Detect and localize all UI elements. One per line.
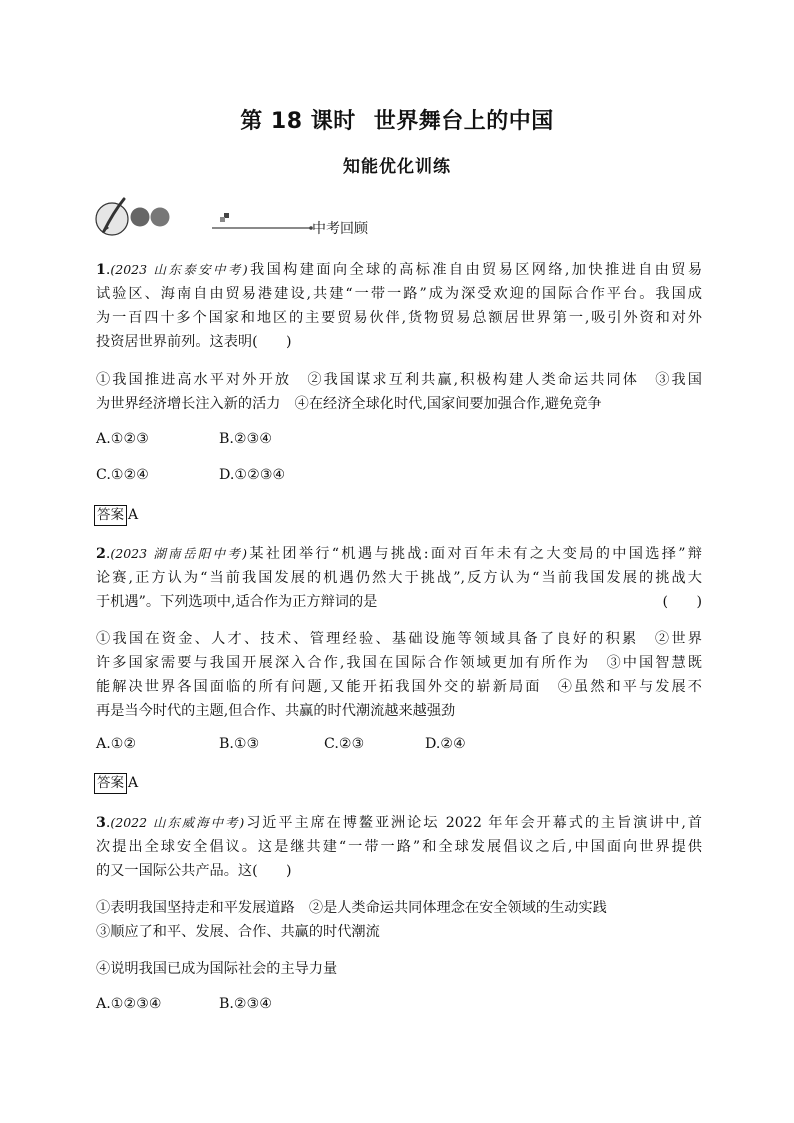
statement-line: ①表明我国坚持走和平发展道路 ②是人类命运共同体理念在安全领域的生动实践 (96, 900, 607, 916)
question-source: (2022 山东威海中考) (110, 815, 245, 830)
statement-line: 再是当今时代的主题,但合作、共赢的时代潮流越来越强劲 (96, 703, 456, 719)
question-2-answer (94, 773, 138, 797)
stem-line: 次提出全球安全倡议。这是继共建“一带一路”和全球发展倡议之后,中国面向世界提供 (96, 839, 702, 855)
answer-label: 答案 (94, 773, 127, 794)
section-title: 中考回顾 (312, 221, 368, 237)
answer-value: A (128, 507, 139, 523)
stem-line: 1.(2023 山东泰安中考)我国构建面向全球的高标准自由贸易区网络,加快推进自由贸易 (96, 262, 703, 278)
stem-line: 2.(2023 湖南岳阳中考)某社团举行“机遇与挑战:面对百年未有之大变局的中国选择”辩 (96, 546, 702, 562)
statement-line: ③顺应了和平、发展、合作、共赢的时代潮流 (96, 924, 380, 940)
stem-line: 论赛,正方认为“当前我国发展的机遇仍然大于挑战”,反方认为“当前我国发展的挑战大 (96, 570, 702, 586)
stem-line: 3.(2022 山东威海中考)习近平主席在博鳌亚洲论坛 2022 年年会开幕式的主旨演讲中,首 (96, 815, 702, 831)
stem-line: 试验区、海南自由贸易港建设,共建“一带一路”成为深受欢迎的国际合作平台。我国成 (96, 286, 702, 302)
stem-line: 于机遇”。下列选项中,适合作为正方辩词的是 ( ) (96, 590, 702, 614)
question-1-answer (94, 505, 138, 529)
section-decoration-icon (94, 195, 314, 241)
statement-line: 为世界经济增长注入新的活力 ④在经济全球化时代,国家间要加强合作,避免竞争 (96, 396, 602, 412)
statement-line: ④说明我国已成为国际社会的主导力量 (96, 961, 338, 977)
lesson-number: 第 18 课时 (240, 109, 356, 134)
page-title (0, 104, 794, 135)
question-2-statements (96, 627, 702, 723)
stem-line: 投资居世界前列。这表明( ) (96, 334, 292, 350)
question-2-stem (96, 542, 702, 614)
stem-line: 的又一国际公共产品。这( ) (96, 863, 292, 879)
option-a[interactable]: A.①②③ (96, 431, 149, 447)
page-subtitle: 知能优化训练 (343, 157, 451, 177)
answer-label: 答案 (94, 505, 127, 526)
question-3-statement-extra (96, 957, 702, 981)
option-d[interactable]: D.①②③④ (219, 467, 286, 483)
question-1-statements (96, 368, 702, 416)
answer-bracket: ( ) (662, 594, 702, 610)
statement-line: 许多国家需要与我国开展深入合作,我国在国际合作领域更加有所作为 ③中国智慧既 (96, 655, 702, 671)
lesson-title: 世界舞台上的中国 (373, 109, 554, 134)
option-a[interactable]: A.①② (96, 736, 137, 752)
statement-line: 能解决世界各国面临的所有问题,又能开拓我国外交的崭新局面 ④虽然和平与发展不 (96, 679, 702, 695)
statement-line: ①我国推进高水平对外开放 ②我国谋求互利共赢,积极构建人类命运共同体 ③我国 (96, 372, 702, 388)
question-number: 1 (96, 262, 106, 278)
question-number: 2 (96, 546, 106, 562)
question-number: 3 (96, 815, 106, 831)
option-b[interactable]: B.①③ (219, 736, 260, 752)
question-3-stem (96, 811, 702, 883)
option-d[interactable]: D.②④ (425, 736, 466, 752)
stem-line: 为一百四十多个国家和地区的主要贸易伙伴,货物贸易总额居世界第一,吸引外资和对外 (96, 310, 702, 326)
statement-line: ①我国在资金、人才、技术、管理经验、基础设施等领域具备了良好的积累 ②世界 (96, 631, 702, 647)
question-1-stem (96, 258, 702, 354)
option-b[interactable]: B.②③④ (219, 996, 273, 1012)
answer-value: A (128, 775, 139, 791)
question-source: (2023 山东泰安中考) (110, 262, 248, 277)
option-c[interactable]: C.①②④ (96, 467, 150, 483)
question-source: (2023 湖南岳阳中考) (110, 546, 248, 561)
option-b[interactable]: B.②③④ (219, 431, 273, 447)
option-a[interactable]: A.①②③④ (96, 996, 162, 1012)
option-c[interactable]: C.②③ (324, 736, 365, 752)
section-header (94, 195, 414, 241)
question-3-statements (96, 896, 702, 944)
